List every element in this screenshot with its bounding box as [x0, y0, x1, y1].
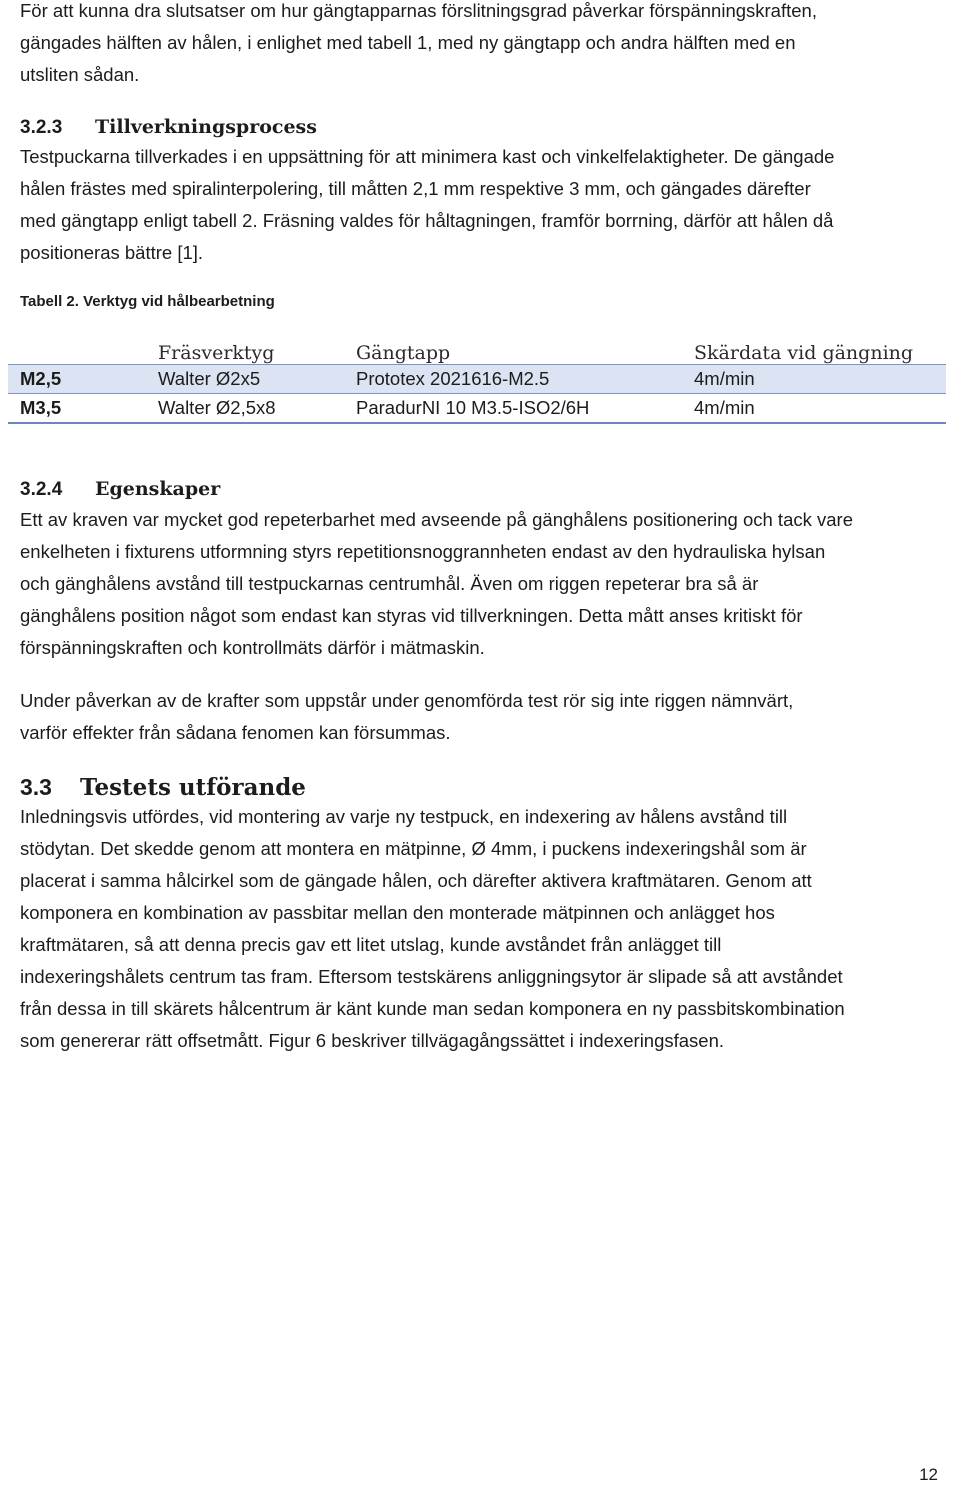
text-line: För att kunna dra slutsatser om hur gängtapparnas förslitningsgrad påverkar förspänningskraften, [20, 0, 817, 21]
table-cell: ParadurNI 10 M3.5-ISO2/6H [344, 394, 682, 424]
text-line: placerat i samma hålcirkel som de gängade hålen, och därefter aktivera kraftmätaren. Genom att [20, 870, 812, 891]
table-row [8, 365, 946, 394]
text-line: Ett av kraven var mycket god repeterbarhet med avseende på gänghålens positionering och tack vare [20, 509, 853, 530]
text-line: gänghålens position något som endast kan styras vid tillverkningen. Detta mått anses kritiskt för [20, 605, 803, 626]
table-cell: Prototex 2021616-M2.5 [344, 365, 682, 394]
table-header-cell: Fräsverktyg [158, 342, 275, 364]
text-line: utsliten sådan. [20, 64, 140, 85]
table-cell: 4m/min [682, 394, 946, 424]
text-line: komponera en kombination av passbitar mellan den monterade mätpinnen och anlägget hos [20, 902, 775, 923]
table-row [8, 394, 946, 424]
table-cell: M3,5 [8, 394, 146, 424]
text-line: Testpuckarna tillverkades i en uppsättning för att minimera kast och vinkelfelaktigheter. De gängade [20, 146, 835, 167]
section-title: Testets utförande [80, 774, 306, 801]
intro-paragraph [20, 0, 955, 91]
text-line: med gängtapp enligt tabell 2. Fräsning valdes för håltagningen, framför borrning, därför att hålen då [20, 210, 834, 231]
text-line: förspänningskraften och kontrollmäts därför i mätmaskin. [20, 637, 485, 658]
section-heading-3-3 [20, 771, 306, 804]
text-line: enkelheten i fixturens utformning styrs repetitionsnoggrannheten endast av den hydrauliska hylsan [20, 541, 826, 562]
text-line: och gänghålens avstånd till testpuckarnas centrumhål. Även om riggen repeterar bra så är [20, 573, 759, 594]
text-line: gängades hälften av hålen, i enlighet med tabell 1, med ny gängtapp och andra hälften med en [20, 32, 796, 53]
section-number: 3.2.3 [20, 117, 63, 138]
section-title: Tillverkningsprocess [95, 116, 317, 138]
table-header-cell [8, 334, 146, 365]
text-line: Inledningsvis utfördes, vid montering av varje ny testpuck, en indexering av hålens avstånd till [20, 806, 788, 827]
section-heading-3-2-4 [20, 475, 220, 504]
text-line: positioneras bättre [1]. [20, 242, 204, 263]
text-line: hålen frästes med spiralinterpolering, till måtten 2,1 mm respektive 3 mm, och gängades därefter [20, 178, 811, 199]
text-line: som genererar rätt offsetmått. Figur 6 beskriver tillvägagångssättet i indexeringsfasen. [20, 1030, 725, 1051]
properties-paragraph [20, 504, 955, 664]
text-line: från dessa in till skärets hålcentrum är känt kunde man sedan komponera en ny passbitskombination [20, 998, 845, 1019]
section-number: 3.2.4 [20, 479, 63, 500]
page-number: 12 [919, 1465, 938, 1484]
table-header-cell: Gängtapp [356, 342, 451, 364]
procedure-paragraph [20, 801, 955, 1057]
text-line: stödytan. Det skedde genom att montera en mätpinne, Ø 4mm, i puckens indexeringshål som är [20, 838, 807, 859]
forces-paragraph [20, 685, 955, 749]
text-line: kraftmätaren, så att denna precis gav ett litet utslag, kunde avståndet från anlägget till [20, 934, 722, 955]
text-line: Under påverkan av de krafter som uppstår under genomförda test rör sig inte riggen nämnvärt, [20, 690, 794, 711]
table-cell: Walter Ø2x5 [146, 365, 344, 394]
section-heading-3-2-3 [20, 113, 317, 142]
section-title: Egenskaper [95, 478, 221, 500]
table-cell: Walter Ø2,5x8 [146, 394, 344, 424]
section-number: 3.3 [20, 774, 52, 800]
table-header-cell: Skärdata vid gängning [694, 342, 914, 364]
table-cell: M2,5 [8, 365, 146, 394]
table-caption: Tabell 2. Verktyg vid hålbearbetning [20, 293, 275, 310]
text-line: varför effekter från sådana fenomen kan försummas. [20, 722, 451, 743]
process-paragraph [20, 141, 955, 269]
text-line: indexeringshålets centrum tas fram. Eftersom testskärens anliggningsytor är slipade så att avståndet [20, 966, 843, 987]
tool-table [8, 334, 946, 424]
table-header-row [8, 334, 946, 365]
table-cell: 4m/min [682, 365, 946, 394]
